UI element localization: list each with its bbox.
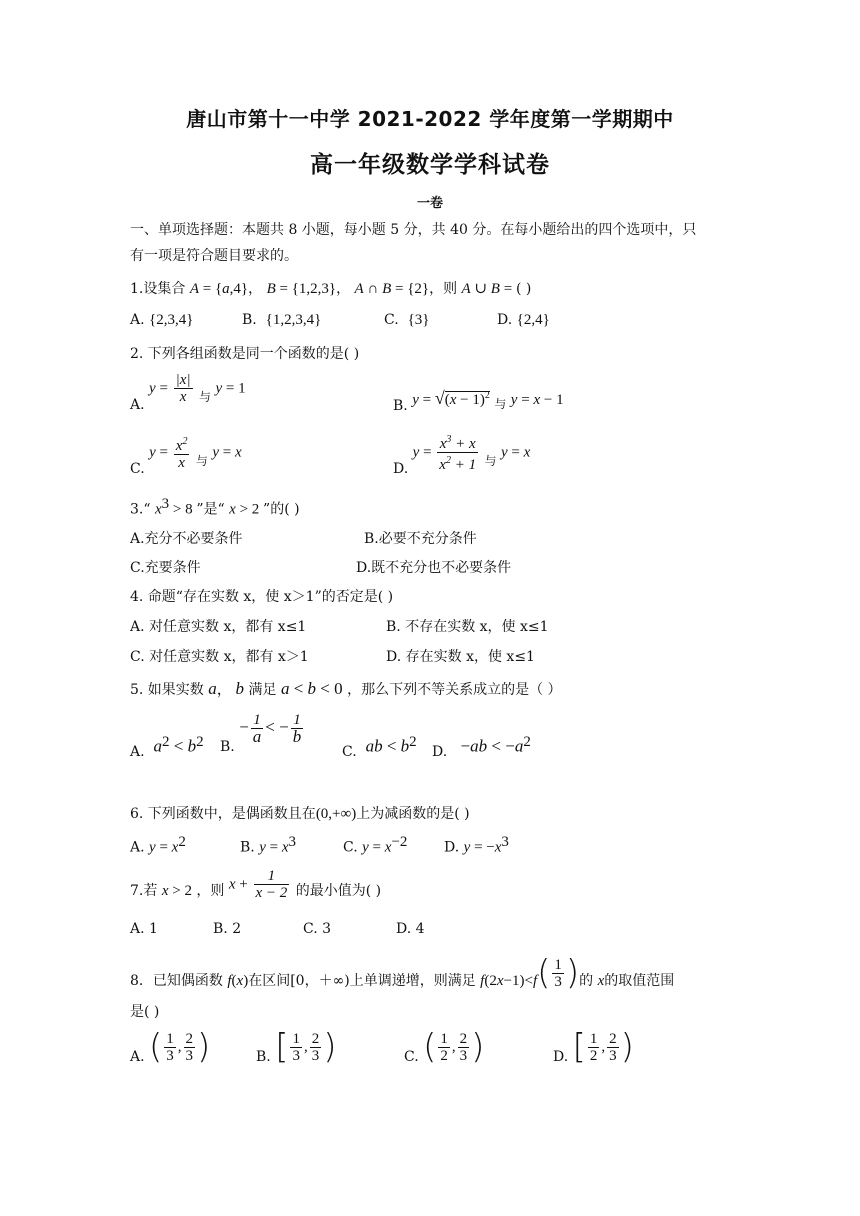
q5-option-c: C. ab < $b^2$ (342, 734, 417, 760)
q8-option-b: B. [ $\frac{1}{3}$ , $\frac{2}{3}$ ) (256, 1027, 337, 1067)
q1-option-c: C. {3} (384, 312, 430, 328)
exam-title: 唐山市第十一中学 2021-2022 学年度第一学期期中 (186, 107, 674, 131)
q1-option-b: B. {1,2,3,4} (242, 312, 322, 328)
q5-option-b: B. − $\frac{1}{a}$ < − $\frac{1}{b}$ (220, 712, 302, 755)
q4-option-b: B. 不存在实数 x，使 x≤1 (386, 619, 549, 635)
q5-option-d: D. $-ab < -a^2$ (432, 734, 531, 760)
exam-subtitle: 高一年级数学学科试卷 (310, 152, 550, 178)
section-intro-line1: 一、单项选择题：本题共 8 小题，每小题 5 分，共 40 分。在每小题给出的四个选项中，只 (130, 222, 697, 238)
q2-option-a: A. y = $\frac{|x|}{x}$ 与 y = 1 (130, 372, 246, 413)
q2-option-c: C. y = $\frac{x^2}{x}$ 与 y = x (130, 436, 242, 477)
q1-option-a: A. {2,3,4} (130, 312, 194, 328)
q7-option-a: A. 1 (130, 921, 158, 937)
q6-option-d: D. $y = -x^3$ (444, 834, 509, 856)
q3-option-b: B.必要不充分条件 (364, 531, 477, 547)
q2-option-d: D. y = $\frac{x^3 + x}{x^2 + 1}$ 与 y = x (393, 434, 531, 477)
q6-option-b: B. $y = x^3$ (240, 834, 297, 856)
question-4-stem: 4. 命题“存在实数 x，使 x＞1”的否定是( ) (130, 589, 394, 605)
q3-option-c: C.充要条件 (130, 560, 201, 576)
q7-option-d: D. 4 (396, 921, 425, 937)
q3-option-a: A.充分不必要条件 (130, 531, 243, 547)
question-5-stem: 5. 如果实数 a， b 满足 a < b < 0 ，那么下列不等关系成立的是（ ） (130, 679, 562, 698)
q8-option-c: C. ( $\frac{1}{2}$ , $\frac{2}{3}$ ) (404, 1027, 485, 1067)
volume-label: 一卷 (416, 196, 443, 211)
q7-option-b: B. 2 (213, 921, 242, 937)
question-1-stem: 1.设集合 A = {a,4}， B = {1,2,3}， A ∩ B = {2}，则 A ∪ B = ( ) (130, 281, 532, 297)
q5-option-a: A. $a^2 < b^2$ (130, 734, 204, 760)
q4-option-c: C. 对任意实数 x，都有 x＞1 (130, 649, 309, 665)
question-3-stem: 3.“ $x^3 > 8$ ”是“ x > 2 ”的( ) (130, 496, 300, 518)
question-8-stem: 8．已知偶函数 f(x)在区间[0，＋∞)上单调递增，则满足 f(2x−1)<f( $\frac{1}{3}$ )的 x的取值范围 (130, 953, 675, 993)
question-2-stem: 2. 下列各组函数是同一个函数的是( ) (130, 346, 360, 362)
q3-option-d: D.既不充分也不必要条件 (356, 560, 512, 576)
q8-option-d: D. [ $\frac{1}{2}$ , $\frac{2}{3}$ ) (553, 1027, 634, 1067)
question-6-stem: 6. 下列函数中，是偶函数且在(0,+∞)上为减函数的是( ) (130, 806, 470, 822)
q8-option-a: A. ( $\frac{1}{3}$ , $\frac{2}{3}$ ) (130, 1027, 211, 1067)
q7-option-c: C. 3 (303, 921, 332, 937)
question-7-stem: 7.若 x > 2 ，则 x + $\frac{1}{x - 2}$ 的最小值为( ) (130, 868, 382, 901)
q1-prefix: 1.设集合 (130, 281, 186, 297)
section-intro-line2: 有一项是符合题目要求的。 (130, 248, 298, 264)
q1-set-a: A (189, 281, 199, 297)
q4-option-a: A. 对任意实数 x，都有 x≤1 (130, 619, 307, 635)
q1-option-d: D. {2,4} (497, 312, 550, 328)
question-8-line2: 是( ) (130, 1004, 160, 1020)
q6-option-c: C. $y = x^{-2}$ (343, 834, 408, 856)
q4-option-d: D. 存在实数 x，使 x≤1 (386, 649, 535, 665)
q2-option-b: B. $y = √(x - 1)^2$ 与 y = x − 1 (393, 388, 564, 414)
q6-option-a: A. $y = x^2$ (130, 834, 186, 856)
